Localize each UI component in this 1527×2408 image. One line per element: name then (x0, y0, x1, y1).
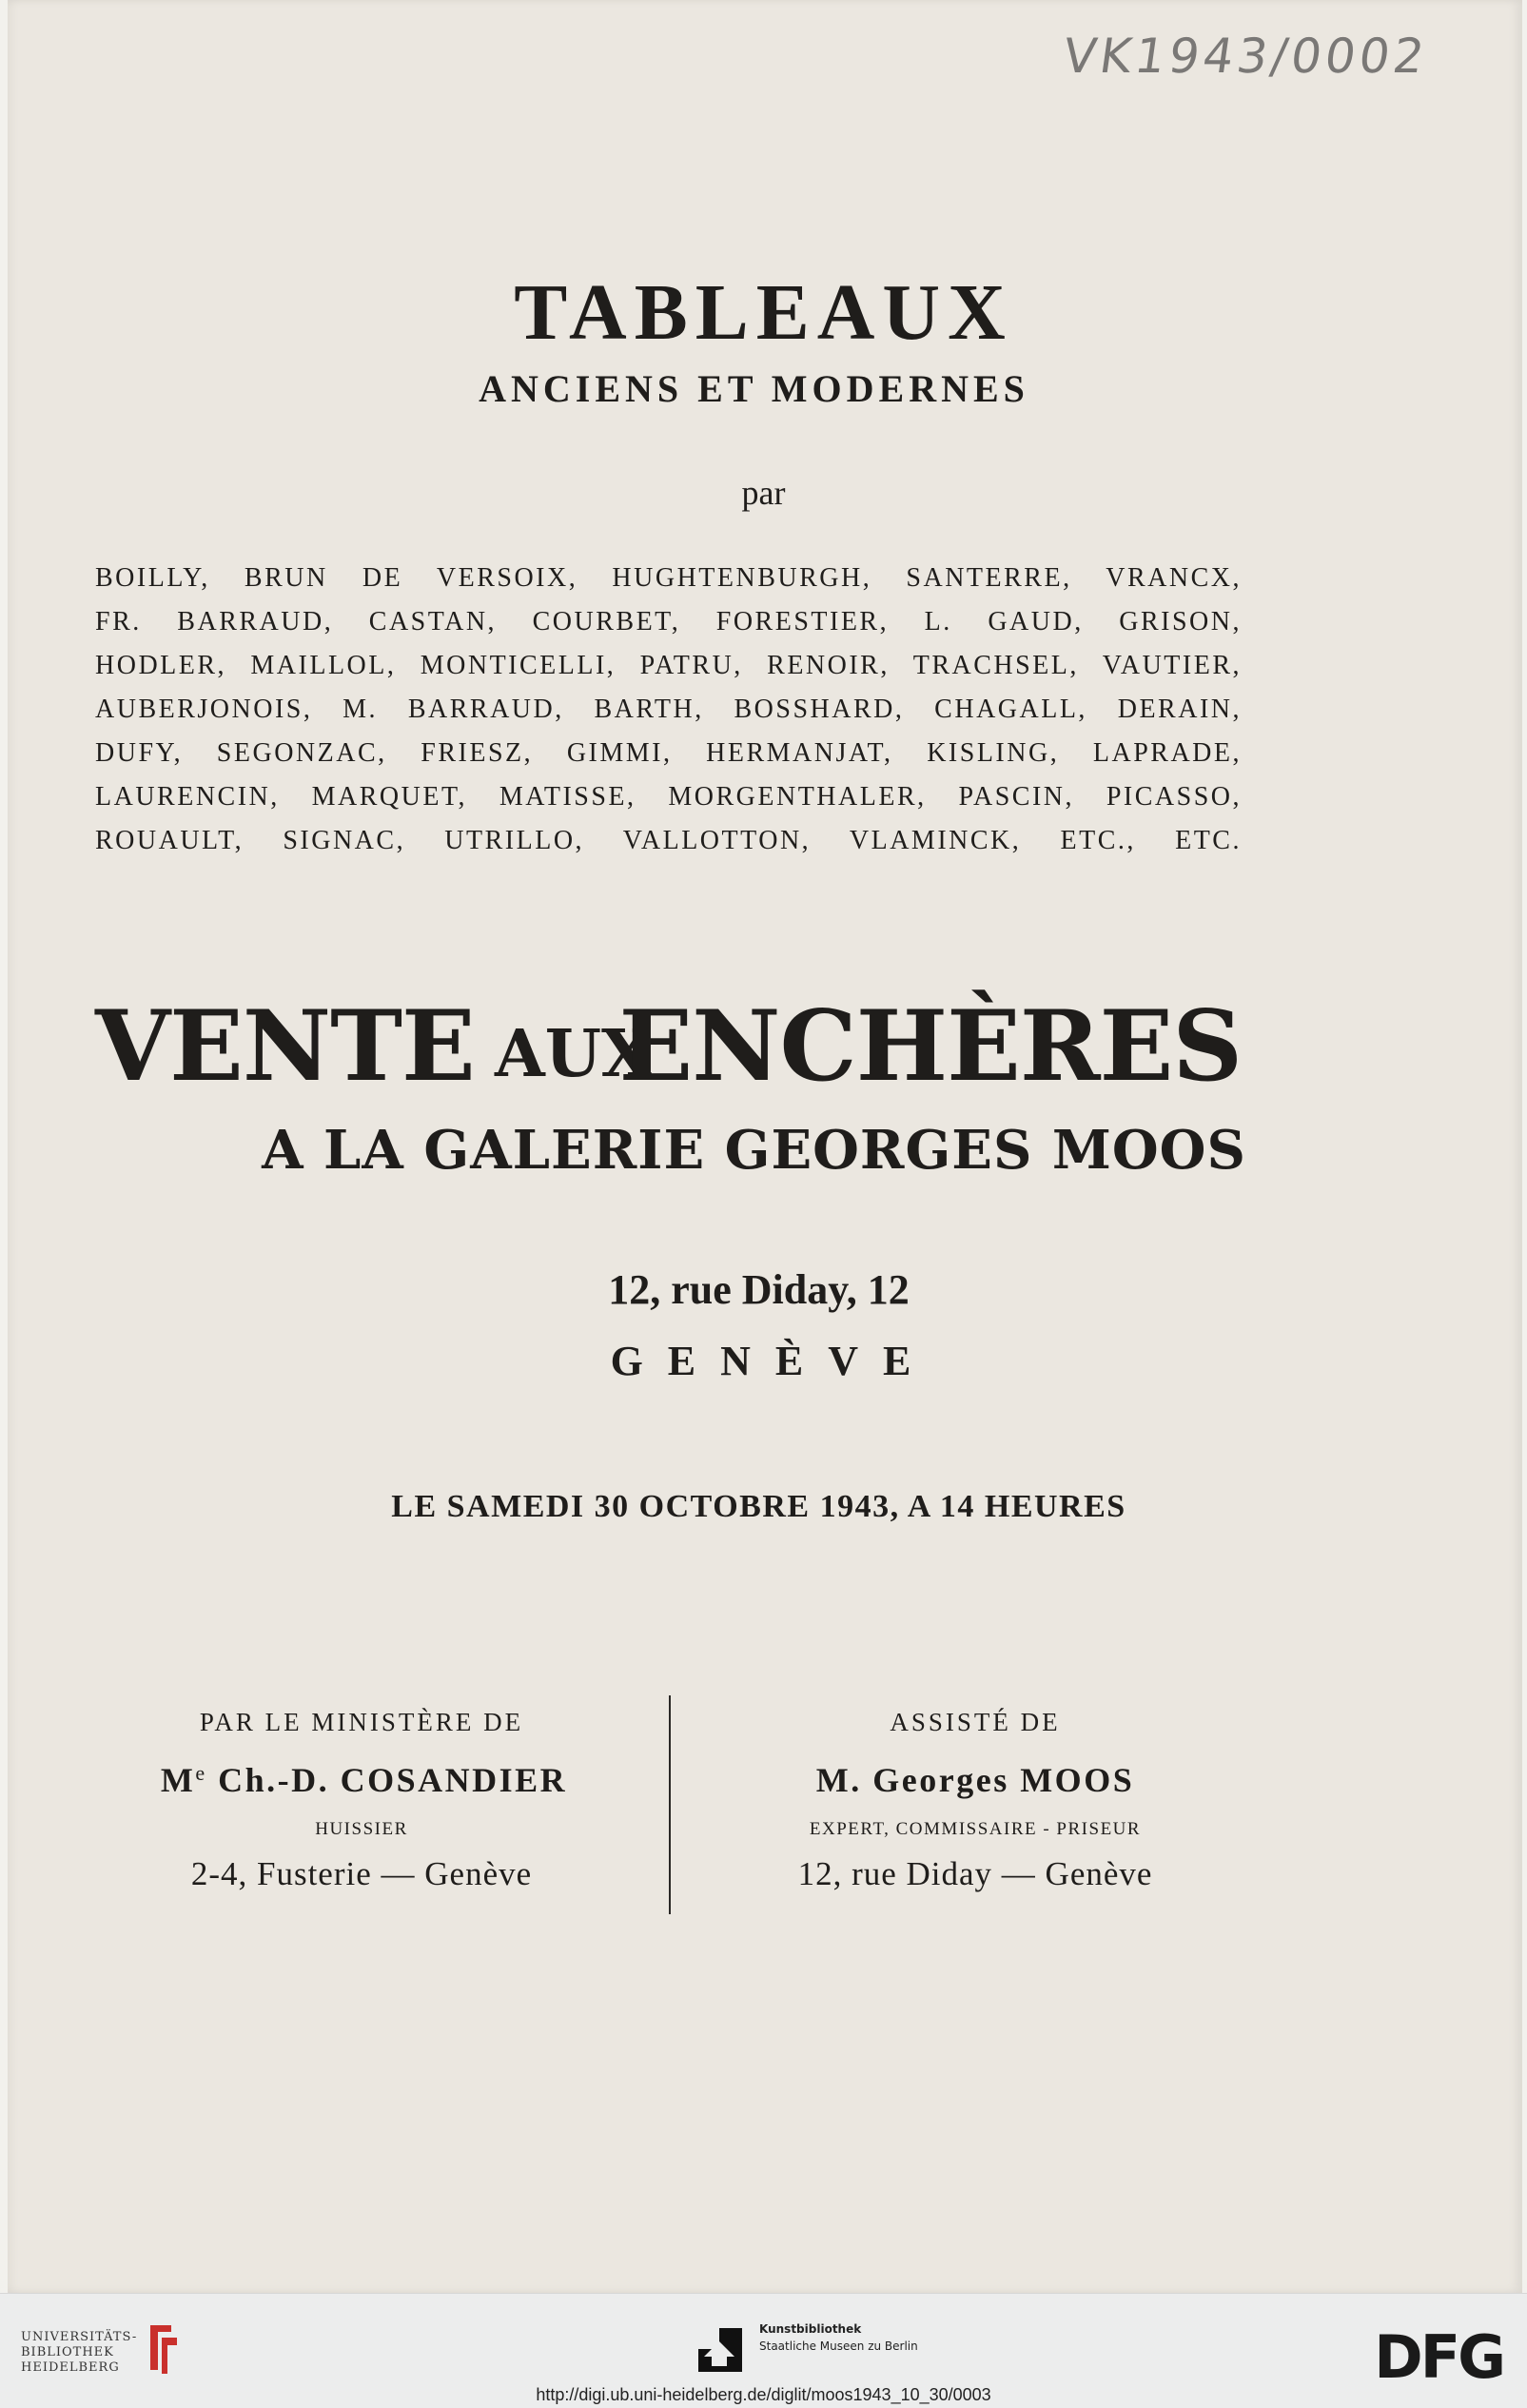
uni-line: BIBLIOTHEK (21, 2345, 114, 2359)
artist-line: BOILLY, BRUN DE VERSOIX, HUGHTENBURGH, SANTERRE, VRANCX, (95, 563, 1242, 593)
artist-line: FR. BARRAUD, CASTAN, COURBET, FORESTIER, L. GAUD, GRISON, (95, 607, 1242, 636)
sale-word-vente: VENTE (95, 989, 475, 1104)
footer-bar (0, 2293, 1527, 2408)
artist-line: DUFY, SEGONZAC, FRIESZ, GIMMI, HERMANJAT, KISLING, LAPRADE, (95, 738, 1242, 768)
title: TABLEAUX (514, 268, 1013, 357)
kb-line: Staatliche Museen zu Berlin (759, 2339, 918, 2353)
huissier-heading: PAR LE MINISTÈRE DE (199, 1708, 524, 1736)
sale-date: LE SAMEDI 30 OCTOBRE 1943, A 14 HEURES (391, 1489, 1126, 1524)
kunstbibliothek-logo-icon (698, 2328, 742, 2372)
huissier-address: 2-4, Fusterie — Genève (190, 1855, 533, 1892)
artist-list (95, 557, 1242, 863)
archive-signature: VK1943/0002 (1059, 29, 1432, 84)
artist-line: LAURENCIN, MARQUET, MATISSE, MORGENTHALER, PASCIN, PICASSO, (95, 782, 1242, 812)
huissier-role: HUISSIER (315, 1819, 408, 1839)
sale-word-aux: AUX (495, 1016, 652, 1092)
dfg-logo: DFG (1374, 2322, 1503, 2392)
column-divider (669, 1695, 671, 1914)
sale-headline (95, 989, 1242, 1104)
expert-name: M. Georges MOOS (815, 1761, 1135, 1799)
par-label: par (741, 474, 786, 512)
artist-line: AUBERJONOIS, M. BARRAUD, BARTH, BOSSHARD, CHAGALL, DERAIN, (95, 695, 1242, 724)
artist-line: ROUAULT, SIGNAC, UTRILLO, VALLOTTON, VLAMINCK, ETC., ETC. (95, 826, 1242, 855)
sale-address: 12, rue Diday, 12 (608, 1266, 910, 1313)
kunstbibliothek-label (759, 2320, 918, 2355)
uni-library-label (21, 2330, 137, 2376)
uni-line: UNIVERSITÄTS- (21, 2330, 138, 2344)
expert-heading: ASSISTÉ DE (890, 1708, 1061, 1736)
subtitle: ANCIENS ET MODERNES (479, 367, 1029, 410)
huissier-name-text: Ch.-D. COSANDIER (218, 1761, 568, 1799)
expert-role: EXPERT, COMMISSAIRE - PRISEUR (809, 1819, 1142, 1839)
source-url[interactable]: http://digi.ub.uni-heidelberg.de/diglit/moos1943_10_30/0003 (536, 2385, 991, 2404)
expert-address: 12, rue Diday — Genève (797, 1855, 1153, 1892)
uni-line: HEIDELBERG (21, 2360, 120, 2375)
uni-logo-icon (141, 2320, 181, 2378)
sale-city: GENÈVE (610, 1338, 936, 1384)
kb-line: Kunstbibliothek (759, 2322, 862, 2336)
artist-line: HODLER, MAILLOL, MONTICELLI, PATRU, RENOIR, TRACHSEL, VAUTIER, (95, 651, 1242, 680)
sale-word-encheres: ENCHÈRES (618, 989, 1242, 1104)
huissier-name: Me Ch.-D. COSANDIER (160, 1761, 568, 1799)
sale-location: A LA GALERIE GEORGES MOOS (262, 1119, 1246, 1182)
